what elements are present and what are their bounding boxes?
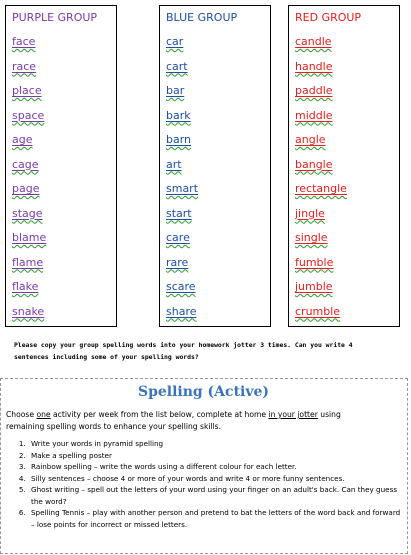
word-list-item: cart <box>166 59 188 73</box>
blue-group-box <box>159 5 271 327</box>
word-list-item: care <box>166 231 190 244</box>
word-list-item: start <box>166 206 192 220</box>
word-list-item: art <box>166 157 182 171</box>
spelling-active-title: Spelling (Active) <box>137 384 270 400</box>
instructions-line: sentences including some of your spelling words? <box>14 353 199 361</box>
word-list-item: flame <box>12 255 44 269</box>
activity-item: 2. Make a spelling poster <box>28 450 401 462</box>
word-list-item: jingle <box>295 206 325 220</box>
word-list-item: barn <box>166 133 192 146</box>
activity-intro: Choose one activity per week from the list below, complete at home in your jotter using remaining spelling words to enhance your spelling skills. <box>6 410 341 431</box>
activity-item: 5. Ghost writing – spell out the letters of your word using your finger on an adult's back. Can they guess the word? <box>28 484 401 507</box>
word-list-item: blame <box>12 231 47 244</box>
word-list-item: race <box>12 59 37 73</box>
word-list-item: angle <box>295 133 326 146</box>
word-list-item: place <box>12 84 42 97</box>
activity-item: 6. Spelling Tennis – play with another person and pretend to bat the letters of the word back and forward – lose points for incorrect or missed letters. <box>28 507 401 530</box>
emphasis-one: one <box>36 410 51 419</box>
word-list-item: bar <box>166 84 185 97</box>
word-list-item: flake <box>12 280 39 293</box>
word-list-item: snake <box>12 304 45 318</box>
word-list-item: scare <box>166 280 196 293</box>
purple-group-box <box>5 5 117 327</box>
word-list-item: crumble <box>295 304 341 318</box>
word-list-item: share <box>166 304 197 318</box>
red-group-title: RED GROUP <box>295 11 362 24</box>
purple-group-title: PURPLE GROUP <box>12 11 98 24</box>
blue-group-title: BLUE GROUP <box>166 11 238 24</box>
activity-item: 1. Write your words in pyramid spelling <box>28 438 401 450</box>
activity-item: 4. Silly sentences – choose 4 or more of your words and write 4 or more funny sentences. <box>28 473 401 485</box>
red-group-box <box>288 5 400 327</box>
word-list-item: fumble <box>295 255 334 269</box>
homework-instructions <box>14 339 399 363</box>
activity-item: 3. Rainbow spelling – write the words using a different colour for each letter. <box>28 461 401 473</box>
word-list-item: face <box>12 35 36 48</box>
activity-list <box>6 438 401 530</box>
word-list-item: bark <box>166 108 191 122</box>
word-list-item: handle <box>295 59 333 73</box>
word-list-item: single <box>295 231 328 244</box>
word-list-item: cage <box>12 157 39 171</box>
word-list-item: space <box>12 108 45 122</box>
word-list-item: rare <box>166 255 189 269</box>
emphasis-jotter: in your jotter <box>268 410 318 419</box>
word-list-item: stage <box>12 206 43 220</box>
word-list-item: candle <box>295 35 332 48</box>
word-list-item: age <box>12 133 33 146</box>
word-list-item: smart <box>166 182 199 195</box>
word-list-item: page <box>12 182 40 195</box>
instructions-line: Please copy your group spelling words into your homework jotter 3 times. Can you write 4 <box>14 341 353 349</box>
word-list-item: middle <box>295 108 333 122</box>
spelling-active-box <box>0 378 408 554</box>
word-list-item: paddle <box>295 84 333 97</box>
word-list-item: rectangle <box>295 182 347 195</box>
word-list-item: jumble <box>295 280 333 293</box>
word-list-item: car <box>166 35 184 48</box>
word-list-item: bangle <box>295 157 333 171</box>
